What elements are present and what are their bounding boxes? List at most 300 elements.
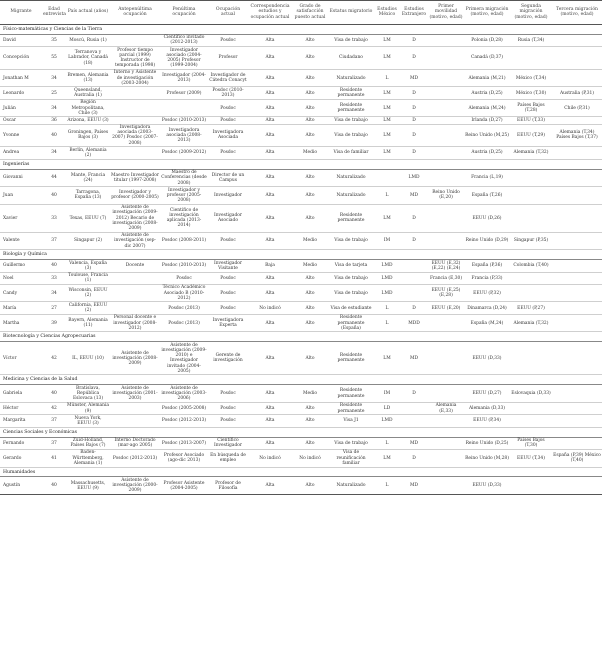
section-title: Ciencias Sociales y Económicas bbox=[0, 427, 602, 437]
table-cell: Asistente de investigación (2001-2003) bbox=[110, 385, 160, 403]
table-cell: Profesor (2009) bbox=[160, 87, 208, 99]
column-header: Primera migración (motivo, edad) bbox=[464, 1, 510, 25]
table-cell: D bbox=[400, 87, 428, 99]
table-cell: Posdoc bbox=[208, 232, 248, 250]
table-cell: Austria (D,25) bbox=[464, 147, 510, 159]
migrant-name-cell: Juan bbox=[0, 187, 42, 205]
table-cell: Austria (D,25) bbox=[464, 87, 510, 99]
section-row bbox=[0, 427, 602, 437]
table-cell: 27 bbox=[42, 302, 66, 314]
table-cell: Residente permanente bbox=[328, 87, 374, 99]
table-cell bbox=[552, 284, 602, 302]
table-cell bbox=[110, 34, 160, 46]
migrant-name-cell: Gabriela bbox=[0, 385, 42, 403]
table-cell: IL, EEUU (10) bbox=[66, 342, 110, 375]
table-cell: Francia (E,30) bbox=[428, 272, 464, 284]
table-cell: Medio bbox=[292, 147, 328, 159]
table-cell: Alemania (M,24) bbox=[464, 99, 510, 117]
table-cell: D bbox=[400, 34, 428, 46]
migrant-name-cell: David bbox=[0, 34, 42, 46]
table-cell: Medio bbox=[292, 260, 328, 272]
table-cell: México (T,34) bbox=[510, 69, 552, 87]
table-cell: Bayern, Alemania (11) bbox=[66, 314, 110, 332]
table-cell: Posdoc bbox=[208, 302, 248, 314]
table-row bbox=[0, 272, 602, 284]
table-cell: 42 bbox=[42, 342, 66, 375]
table-cell bbox=[428, 34, 464, 46]
table-cell: L bbox=[374, 187, 400, 205]
table-cell: LM bbox=[374, 124, 400, 147]
table-cell: Posdoc (2010-2013) bbox=[160, 260, 208, 272]
table-cell: EEUU (P,34) bbox=[464, 415, 510, 427]
table-cell: LMD bbox=[374, 272, 400, 284]
table-cell: Residente permanente bbox=[328, 385, 374, 403]
column-header: Estatus migratorio bbox=[328, 1, 374, 25]
table-cell: D bbox=[400, 385, 428, 403]
table-cell: Profesor bbox=[208, 47, 248, 70]
table-cell: LM bbox=[374, 147, 400, 159]
migrant-name-cell: Giovanni bbox=[0, 169, 42, 187]
table-cell bbox=[400, 415, 428, 427]
table-cell: L bbox=[374, 302, 400, 314]
table-cell: Alta bbox=[248, 204, 292, 232]
table-cell: EEUU (D,27) bbox=[464, 385, 510, 403]
table-cell bbox=[400, 260, 428, 272]
table-cell: LMD bbox=[374, 260, 400, 272]
table-cell: EEUU (D,33) bbox=[464, 342, 510, 375]
migrant-name-cell: Xavier bbox=[0, 204, 42, 232]
table-row bbox=[0, 204, 602, 232]
table-cell: Reino Unido (E,20) bbox=[428, 187, 464, 205]
table-cell bbox=[400, 284, 428, 302]
table-cell bbox=[552, 272, 602, 284]
table-cell bbox=[510, 402, 552, 414]
table-row bbox=[0, 232, 602, 250]
table-cell: Alemania (D,33) bbox=[464, 402, 510, 414]
migrant-name-cell: Yvonne bbox=[0, 124, 42, 147]
column-header: Correspondencia estudios y ocupación actual bbox=[248, 1, 292, 25]
column-header: Antepenúltima ocupación bbox=[110, 1, 160, 25]
table-cell: 34 bbox=[42, 147, 66, 159]
table-row bbox=[0, 99, 602, 117]
table-cell: MD bbox=[400, 437, 428, 449]
table-cell: Posdoc (2013-2007) bbox=[160, 437, 208, 449]
table-cell bbox=[374, 169, 400, 187]
table-cell: Personal docente e investigador (2008-2012) bbox=[110, 314, 160, 332]
table-cell bbox=[510, 169, 552, 187]
section-title: Ingenierías bbox=[0, 159, 602, 169]
table-row bbox=[0, 314, 602, 332]
table-cell: Canadá (D,37) bbox=[464, 47, 510, 70]
table-cell: Visa de trabajo bbox=[328, 284, 374, 302]
table-cell: Técnico Académico Asociado B (2010-2012) bbox=[160, 284, 208, 302]
table-cell: 55 bbox=[42, 47, 66, 70]
table-cell: D bbox=[400, 99, 428, 117]
migrant-name-cell: Noel bbox=[0, 272, 42, 284]
table-cell: Alta bbox=[248, 385, 292, 403]
table-cell: Arizona, EEUU (3) bbox=[67, 117, 109, 123]
table-cell: Nueva York, EEUU (3) bbox=[66, 415, 110, 427]
section-row bbox=[0, 24, 602, 34]
section-row bbox=[0, 375, 602, 385]
table-cell bbox=[110, 284, 160, 302]
table-cell: Ciudadano bbox=[328, 47, 374, 70]
table-cell: 33 bbox=[42, 204, 66, 232]
table-cell: Texas, EEUU (7) bbox=[66, 204, 110, 232]
table-cell: EEUU (T,29) bbox=[510, 124, 552, 147]
table-cell bbox=[428, 124, 464, 147]
table-cell: California, EEUU (2) bbox=[66, 302, 110, 314]
table-cell: Científico de investigación aplicada (2013-2014) bbox=[160, 204, 208, 232]
table-cell: Posdoc bbox=[208, 415, 248, 427]
table-cell: Alto bbox=[292, 477, 328, 495]
table-cell: 40 bbox=[42, 385, 66, 403]
table-cell: Alto bbox=[292, 117, 328, 124]
table-cell: Alta bbox=[248, 117, 292, 124]
table-cell bbox=[510, 47, 552, 70]
table-cell: MD bbox=[400, 342, 428, 375]
table-cell: Profesor Asistente (2004-2005) bbox=[160, 477, 208, 495]
table-cell: Visa de trabajo bbox=[328, 232, 374, 250]
table-cell: Investigador y profesor (2005-2008) bbox=[160, 187, 208, 205]
section-row bbox=[0, 332, 602, 342]
table-cell: Rusia (T,34) bbox=[510, 34, 552, 46]
table-cell bbox=[552, 342, 602, 375]
table-cell bbox=[552, 302, 602, 314]
table-cell bbox=[110, 87, 160, 99]
table-cell: EEUU (P,27) bbox=[510, 302, 552, 314]
table-cell: 34 bbox=[42, 99, 66, 117]
table-cell: Posdoc bbox=[208, 117, 248, 124]
table-cell bbox=[510, 284, 552, 302]
table-cell: Posdoc (2012-2013) bbox=[160, 415, 208, 427]
table-row bbox=[0, 402, 602, 414]
table-cell: Polonia (D,28) bbox=[464, 34, 510, 46]
table-cell: Investigador bbox=[208, 187, 248, 205]
table-cell bbox=[110, 415, 160, 427]
table-cell: Alto bbox=[292, 69, 328, 87]
table-cell: EEUU (T,34) bbox=[510, 449, 552, 467]
column-header: Primer movilidad (motivo, edad) bbox=[428, 1, 464, 25]
table-cell bbox=[428, 437, 464, 449]
table-cell bbox=[110, 272, 160, 284]
table-cell: LM bbox=[374, 47, 400, 70]
table-cell: Alta bbox=[248, 34, 292, 46]
table-cell: Chile (P,31) bbox=[552, 99, 602, 117]
table-cell: Asistente de investigación (2000-2009) bbox=[110, 477, 160, 495]
table-cell: Reino Unido (D,25) bbox=[464, 437, 510, 449]
migrant-name-cell: Leonardo bbox=[0, 87, 42, 99]
table-cell bbox=[552, 402, 602, 414]
section-title: Físico-matemáticas y Ciencias de la Tierra bbox=[0, 24, 602, 34]
table-body bbox=[0, 24, 602, 494]
table-cell: Alto bbox=[292, 47, 328, 70]
table-cell: Director de un Campus bbox=[208, 169, 248, 187]
table-cell: Posdoc (2013) bbox=[160, 302, 208, 314]
table-cell: Posdoc bbox=[208, 402, 248, 414]
table-cell: Posdoc (2013) bbox=[160, 314, 208, 332]
table-cell: Posdoc (2010-2013) bbox=[161, 117, 207, 123]
table-cell: Docente bbox=[110, 260, 160, 272]
table-cell bbox=[552, 260, 602, 272]
table-cell bbox=[110, 147, 160, 159]
table-cell bbox=[428, 342, 464, 375]
table-cell: Medio bbox=[292, 232, 328, 250]
table-cell: Naturalizado bbox=[328, 187, 374, 205]
table-row bbox=[0, 187, 602, 205]
table-cell: Asistente de investigación (2009-2012) Becario de investigación (2008-2009) bbox=[110, 204, 160, 232]
table-cell: Posdoc bbox=[208, 272, 248, 284]
table-cell: Profesor Asociado (ago-dic 2013) bbox=[160, 449, 208, 467]
table-cell: LM bbox=[374, 204, 400, 232]
table-cell: Residente permanente (España) bbox=[328, 314, 374, 332]
column-header: Edad entrevista bbox=[42, 1, 66, 25]
table-cell bbox=[110, 302, 160, 314]
table-row bbox=[0, 415, 602, 427]
column-header: Migrante bbox=[0, 1, 42, 25]
table-cell: Asistente de investigación (2009-2010) e Investigador invitado (2004-2005) bbox=[161, 342, 207, 374]
table-cell: 40 bbox=[42, 260, 66, 272]
column-header: Tercera migración (motivo, edad) bbox=[552, 1, 602, 25]
table-cell: Residente permanente bbox=[328, 402, 374, 414]
table-cell: Maestro Investigador titular (1997-2008) bbox=[110, 169, 160, 187]
migrant-name-cell: Agustín bbox=[0, 477, 42, 495]
table-cell: Posdoc bbox=[208, 34, 248, 46]
table-cell: Alto bbox=[292, 34, 328, 46]
table-cell: Alemania (E,33) bbox=[428, 402, 464, 414]
table-cell: Visa de trabajo bbox=[328, 117, 374, 124]
table-cell bbox=[552, 147, 602, 159]
table-cell bbox=[552, 385, 602, 403]
table-cell: EEUU (T,33) bbox=[510, 117, 552, 124]
table-cell: 37 bbox=[42, 415, 66, 427]
table-cell: Alta bbox=[248, 87, 292, 99]
table-cell: Posdoc bbox=[208, 99, 248, 117]
table-cell bbox=[510, 342, 552, 375]
table-cell: Visa de trabajo bbox=[328, 272, 374, 284]
table-cell: Posdoc bbox=[208, 147, 248, 159]
table-cell: Investigadora Asociada bbox=[208, 124, 248, 147]
table-cell bbox=[510, 415, 552, 427]
table-cell bbox=[428, 87, 464, 99]
table-cell: 36 bbox=[42, 117, 66, 124]
table-cell: Interno y Asistente de investigación (2003-2004) bbox=[110, 69, 160, 87]
table-cell: Reino Unido (M,25) bbox=[464, 124, 510, 147]
table-cell: No indicó bbox=[248, 449, 292, 467]
table-cell: 35 bbox=[42, 34, 66, 46]
table-cell: EEUU (D,33) bbox=[464, 477, 510, 495]
table-cell bbox=[110, 402, 160, 414]
table-cell bbox=[428, 449, 464, 467]
table-cell: Tarragona, España (13) bbox=[66, 187, 110, 205]
table-cell: 40 bbox=[42, 187, 66, 205]
table-cell: Alemania (T,32) bbox=[510, 314, 552, 332]
column-header: Estudios Extranjero bbox=[400, 1, 428, 25]
table-row bbox=[0, 34, 602, 46]
table-cell: Gerente de investigación bbox=[208, 342, 248, 375]
table-cell: 33 bbox=[42, 272, 66, 284]
section-title: Humanidades bbox=[0, 467, 602, 477]
table-cell: Dinamarca (D,24) bbox=[464, 302, 510, 314]
table-row bbox=[0, 124, 602, 147]
table-cell: Moscú, Rusia (1) bbox=[66, 34, 110, 46]
table-cell: LM bbox=[374, 117, 400, 124]
table-cell: 25 bbox=[42, 87, 66, 99]
table-cell bbox=[552, 34, 602, 46]
table-cell bbox=[552, 437, 602, 449]
table-cell: MDD bbox=[400, 314, 428, 332]
table-cell: Investigador de Cátedra Conacyt bbox=[208, 69, 248, 87]
table-cell: Australia (P,31) bbox=[552, 87, 602, 99]
table-cell bbox=[552, 47, 602, 70]
table-cell: Alto bbox=[292, 342, 328, 375]
table-cell bbox=[110, 117, 160, 124]
table-cell: Alta bbox=[248, 437, 292, 449]
table-cell bbox=[552, 314, 602, 332]
table-cell: Alta bbox=[248, 169, 292, 187]
table-cell: En búsqueda de empleo bbox=[208, 449, 248, 467]
migrant-name-cell: Candy bbox=[0, 284, 42, 302]
table-cell: Investigadora asociada (2003-2007) Posdoc (2007-2008) bbox=[110, 124, 160, 147]
table-cell: Baden-Württemberg, Alemania (1) bbox=[66, 449, 110, 467]
table-cell: Singapur (2) bbox=[66, 232, 110, 250]
table-cell: D bbox=[400, 147, 428, 159]
table-row bbox=[0, 449, 602, 467]
table-row bbox=[0, 284, 602, 302]
table-cell: Naturalizado bbox=[328, 69, 374, 87]
table-cell: D bbox=[400, 47, 428, 70]
migrant-name-cell: Concepción bbox=[0, 47, 42, 70]
table-cell: Posdoc (2005-2008) bbox=[160, 402, 208, 414]
table-cell: Valencia, España (3) bbox=[66, 260, 110, 272]
table-cell: 42 bbox=[42, 402, 66, 414]
table-cell: Posdoc (2008-2011) bbox=[160, 232, 208, 250]
migrant-name-cell: Oscar bbox=[0, 117, 42, 124]
table-cell: 34 bbox=[42, 284, 66, 302]
table-cell: Naturalizado bbox=[328, 169, 374, 187]
table-cell: Alto bbox=[292, 415, 328, 427]
table-cell bbox=[428, 415, 464, 427]
table-cell: No indicó bbox=[248, 302, 292, 314]
migrant-name-cell: Margarita bbox=[0, 415, 42, 427]
table-cell: Medio bbox=[292, 385, 328, 403]
table-cell: Alemania (M,21) bbox=[464, 69, 510, 87]
table-cell: Investigador Visitante bbox=[208, 260, 248, 272]
table-cell: D bbox=[400, 117, 428, 124]
table-cell: Alto bbox=[292, 169, 328, 187]
table-cell: Asistente de investigación (2003-2006) bbox=[161, 385, 207, 402]
table-cell: Naturalizado bbox=[328, 477, 374, 495]
table-cell: LM bbox=[374, 342, 400, 375]
section-row bbox=[0, 467, 602, 477]
table-cell: LM bbox=[374, 34, 400, 46]
table-row bbox=[0, 117, 602, 124]
table-cell: Alta bbox=[248, 477, 292, 495]
table-cell: Alto bbox=[292, 187, 328, 205]
migrant-name-cell: Valente bbox=[0, 232, 42, 250]
table-cell: Alto bbox=[292, 272, 328, 284]
table-cell: Wisconsin, EEUU (2) bbox=[66, 284, 110, 302]
table-cell: España (P,36) bbox=[464, 260, 510, 272]
table-cell: Alto bbox=[292, 124, 328, 147]
table-cell: MD bbox=[400, 187, 428, 205]
table-cell: Alta bbox=[248, 124, 292, 147]
table-cell: D bbox=[400, 232, 428, 250]
table-cell: Residente permanente bbox=[328, 99, 374, 117]
table-cell: Colombia (T,40) bbox=[510, 260, 552, 272]
table-cell: Irlanda (D,27) bbox=[464, 117, 510, 124]
table-cell bbox=[552, 169, 602, 187]
table-cell: Singapur (P,35) bbox=[510, 232, 552, 250]
section-title: Biología y Química bbox=[0, 250, 602, 260]
table-cell: Profesor tiempo parcial (1999) Instructor de temporada (1998) bbox=[110, 47, 160, 70]
table-cell: Reino Unido (D,29) bbox=[464, 232, 510, 250]
migrant-name-cell: Guillermo bbox=[0, 260, 42, 272]
table-row bbox=[0, 342, 602, 375]
table-cell: MD bbox=[400, 69, 428, 87]
table-cell: LM bbox=[374, 449, 400, 467]
table-cell bbox=[428, 232, 464, 250]
table-cell: Zuid-Holland, Países Bajos (7) bbox=[66, 437, 110, 449]
table-cell bbox=[552, 232, 602, 250]
table-cell bbox=[510, 272, 552, 284]
table-cell: EEUU (D,26) bbox=[464, 204, 510, 232]
column-header: Grado de satisfacción puesto actual bbox=[292, 1, 328, 25]
table-cell bbox=[428, 314, 464, 332]
table-cell: Reino Unido (M,28) bbox=[464, 449, 510, 467]
table-cell bbox=[510, 204, 552, 232]
table-cell: No indicó bbox=[292, 449, 328, 467]
table-cell: Münster, Alemania (9) bbox=[67, 403, 109, 414]
table-cell bbox=[552, 69, 602, 87]
table-cell: EEUU (E,20) bbox=[428, 302, 464, 314]
migrant-name-cell: Andrea bbox=[0, 147, 42, 159]
table-cell: Profesor de Filosofía bbox=[208, 477, 248, 495]
table-cell bbox=[428, 69, 464, 87]
table-cell: Alta bbox=[248, 314, 292, 332]
column-header: Ocupación actual bbox=[208, 1, 248, 25]
table-cell: Alta bbox=[248, 69, 292, 87]
table-cell: D bbox=[400, 124, 428, 147]
table-cell: Investigadora asociada (2008-2013) bbox=[160, 124, 208, 147]
table-cell: Investigadora Experta bbox=[208, 314, 248, 332]
section-row bbox=[0, 159, 602, 169]
table-cell: Alta bbox=[248, 342, 292, 375]
table-cell: Mante, Francia (24) bbox=[66, 169, 110, 187]
table-cell: Investigador asociado (2004-2005) Profesor (1999-2004) bbox=[160, 47, 208, 70]
migrant-name-cell: Julián bbox=[0, 99, 42, 117]
table-cell: Alta bbox=[248, 272, 292, 284]
table-cell: Asistente de investigación (2008-2009) bbox=[110, 342, 160, 375]
table-cell bbox=[510, 187, 552, 205]
table-cell: Región Metropolitana, Chile (3) bbox=[66, 99, 110, 117]
table-cell: Posdoc (2009-2012) bbox=[160, 147, 208, 159]
table-cell: Investigador y profesor (2000-2005) bbox=[110, 187, 160, 205]
table-cell: LMD bbox=[374, 415, 400, 427]
table-cell: Bratislava, República Eslovaca (13) bbox=[66, 385, 110, 403]
table-cell bbox=[400, 272, 428, 284]
table-cell bbox=[428, 99, 464, 117]
table-cell: Alta bbox=[248, 187, 292, 205]
table-cell: Países Bajos (T,28) bbox=[510, 99, 552, 117]
table-cell: Baja bbox=[248, 260, 292, 272]
table-cell bbox=[428, 169, 464, 187]
table-cell: Alto bbox=[292, 314, 328, 332]
table-cell: Groningen, Países Bajos (3) bbox=[66, 124, 110, 147]
column-header: Estudios México bbox=[374, 1, 400, 25]
column-header: Penúltima ocupación bbox=[160, 1, 208, 25]
migrant-name-cell: Víctor bbox=[0, 342, 42, 375]
